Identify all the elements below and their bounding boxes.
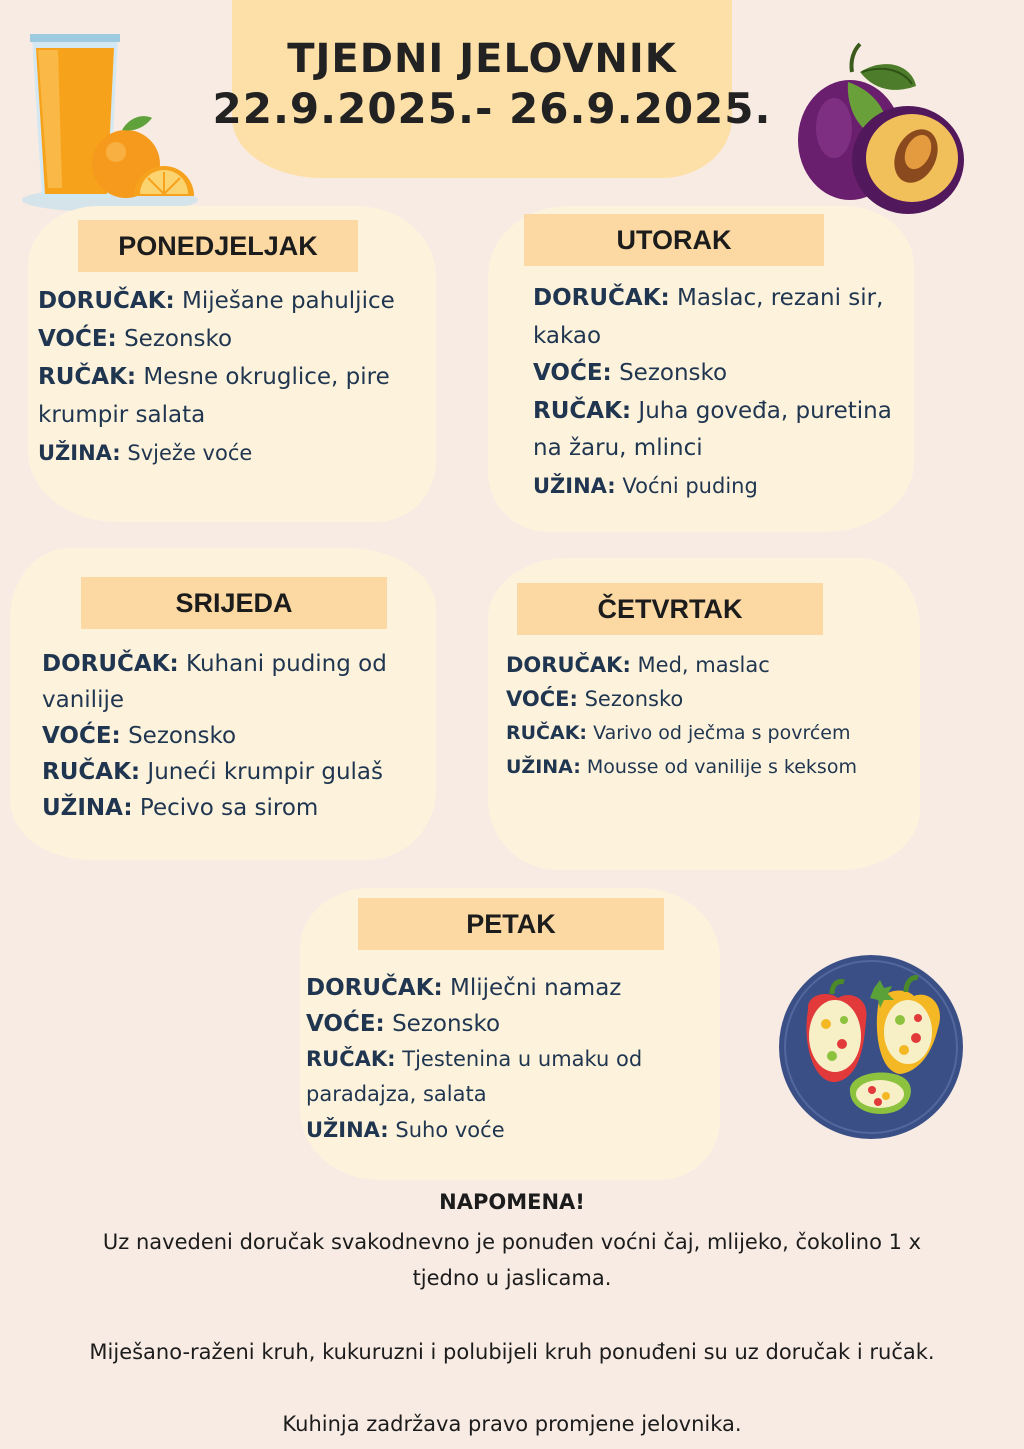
- page-title: TJEDNI JELOVNIK: [287, 36, 677, 82]
- lunch-value: Juha goveđa, puretina na žaru, mlinci: [533, 397, 892, 461]
- fruit-label: VOĆE:: [533, 360, 612, 386]
- snack-value: Svježe voće: [127, 441, 253, 465]
- breakfast-value: Kuhani puding od vanilije: [42, 651, 387, 713]
- monday-menu: [38, 282, 428, 472]
- lunch-value: Juneći krumpir gulaš: [147, 759, 383, 785]
- snack-label: UŽINA:: [506, 756, 581, 778]
- fruit-value: Sezonsko: [124, 326, 233, 352]
- breakfast-value: Maslac, rezani sir, kakao: [533, 285, 884, 349]
- snack-label: UŽINA:: [42, 795, 133, 821]
- lunch-label: RUČAK:: [533, 397, 632, 424]
- lunch-value: Varivo od ječma s povrćem: [593, 722, 851, 744]
- day-label-tuesday: UTORAK: [524, 214, 824, 266]
- lunch-label: RUČAK:: [42, 759, 141, 785]
- snack-value: Suho voće: [395, 1118, 505, 1142]
- lunch-label: RUČAK:: [506, 722, 588, 744]
- day-label-wednesday: SRIJEDA: [81, 577, 387, 629]
- day-label-monday: PONEDJELJAK: [78, 220, 358, 272]
- fruit-label: VOĆE:: [42, 723, 121, 749]
- snack-label: UŽINA:: [533, 473, 616, 498]
- day-label-thursday: ČETVRTAK: [517, 583, 823, 635]
- fruit-value: Sezonsko: [128, 723, 237, 749]
- stuffed-peppers-plate-icon: [778, 954, 964, 1140]
- fruit-value: Sezonsko: [392, 1011, 501, 1037]
- breakfast-value: Mliječni namaz: [450, 975, 622, 1001]
- note-line-2: tjedno u jaslicama.: [412, 1266, 612, 1290]
- fruit-label: VOĆE:: [38, 326, 117, 352]
- fruit-value: Sezonsko: [619, 360, 728, 386]
- breakfast-label: DORUČAK:: [306, 975, 443, 1001]
- breakfast-value: Med, maslac: [637, 653, 770, 677]
- thursday-menu: [506, 648, 916, 784]
- snack-label: UŽINA:: [306, 1118, 389, 1142]
- note-line-1: Uz navedeni doručak svakodnevno je ponuđen voćni čaj, mlijeko, čokolino 1 x: [102, 1230, 922, 1254]
- tuesday-menu: [533, 280, 911, 505]
- note-heading: NAPOMENA!: [439, 1190, 585, 1214]
- snack-label: UŽINA:: [38, 441, 121, 465]
- day-label-friday: PETAK: [358, 898, 664, 950]
- breakfast-label: DORUČAK:: [38, 288, 175, 314]
- lunch-value: Tjestenina u umaku od paradajza, salata: [306, 1047, 643, 1106]
- lunch-label: RUČAK:: [306, 1047, 396, 1071]
- wednesday-menu: [42, 646, 418, 826]
- snack-value: Pecivo sa sirom: [139, 795, 319, 821]
- plum-icon: [790, 42, 970, 218]
- date-range: 22.9.2025.- 26.9.2025.: [212, 84, 772, 133]
- snack-value: Voćni puding: [622, 473, 758, 498]
- orange-juice-icon: [18, 28, 204, 214]
- note-line-3: Miješano-raženi kruh, kukuruzni i polubijeli kruh ponuđeni su uz doručak i ručak.: [89, 1340, 935, 1364]
- lunch-value: Mesne okruglice, pire krumpir salata: [38, 364, 390, 428]
- snack-value: Mousse od vanilije s keksom: [586, 756, 857, 778]
- breakfast-label: DORUČAK:: [506, 653, 631, 677]
- note-line-4: Kuhinja zadržava pravo promjene jelovnika.: [282, 1412, 742, 1436]
- friday-menu: [306, 970, 710, 1148]
- breakfast-label: DORUČAK:: [533, 285, 670, 311]
- breakfast-label: DORUČAK:: [42, 651, 179, 677]
- fruit-label: VOĆE:: [506, 687, 578, 711]
- fruit-value: Sezonsko: [584, 687, 684, 711]
- fruit-label: VOĆE:: [306, 1011, 385, 1037]
- lunch-label: RUČAK:: [38, 364, 137, 390]
- breakfast-value: Miješane pahuljice: [182, 288, 395, 314]
